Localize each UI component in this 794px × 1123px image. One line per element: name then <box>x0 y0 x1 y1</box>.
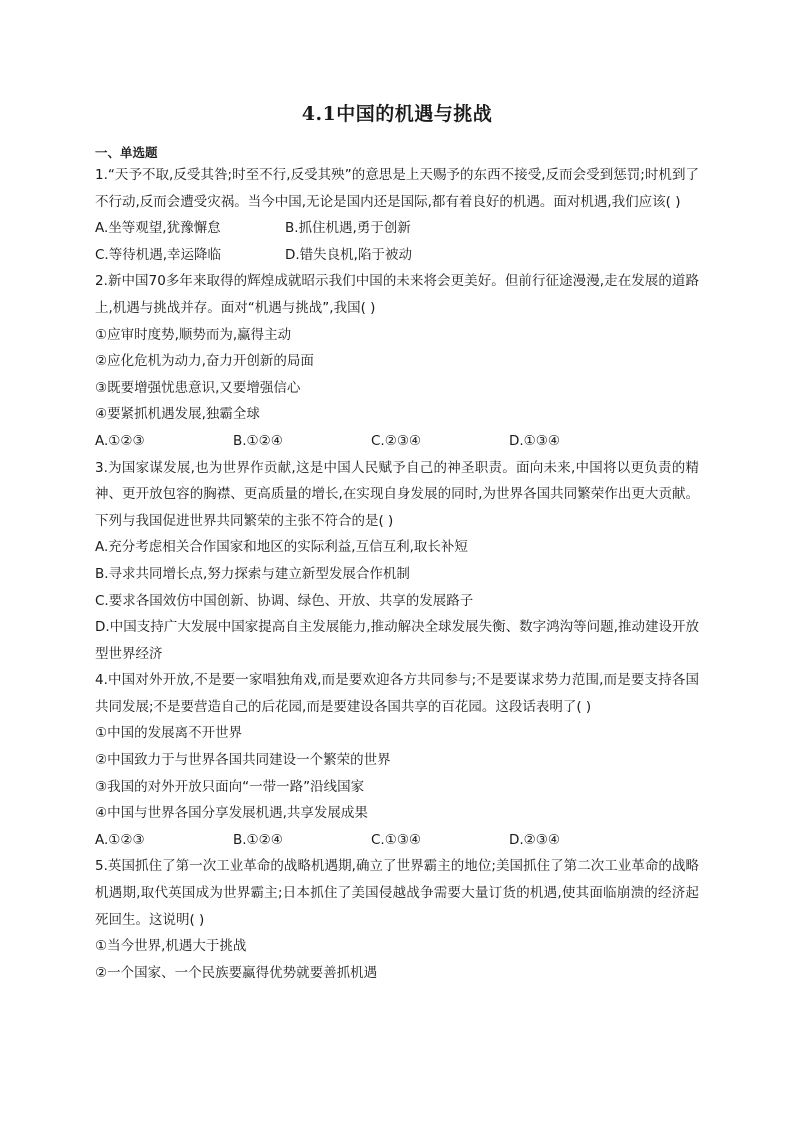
statement-1: ①当今世界,机遇大于挑战 <box>95 938 247 955</box>
statement-3: ③既要增强忧患意识,又要增强信心 <box>95 379 301 396</box>
option-row <box>95 827 699 854</box>
option-a: A.充分考虑相关合作国家和地区的实际利益,互信互利,取长补短 <box>95 539 468 556</box>
option-d: D.中国支持广大发展中国家提高自主发展能力,推动解决全球发展失衡、数字鸿沟等问题,推动建设开放型世界经济 <box>95 619 699 662</box>
option-a: A.①②③ <box>95 432 145 449</box>
document-title: 4.1中国的机遇与挑战 <box>301 103 493 125</box>
option-c: C.①③④ <box>371 831 422 848</box>
question-stem: 5.英国抓住了第一次工业革命的战略机遇期,确立了世界霸主的地位;美国抓住了第二次工业革命的战略机遇期,取代英国成为世界霸主;日本抓住了美国侵越战争需要大量订货的机遇,使其面临崩溃的经济起死回生。这说明( ) <box>95 858 699 928</box>
question-stem: 2.新中国70多年来取得的辉煌成就昭示我们中国的未来将会更美好。但前行征途漫漫,走在发展的道路上,机遇与挑战并存。面对“机遇与挑战”,我国( ) <box>95 273 699 316</box>
question-3 <box>95 455 699 668</box>
option-row <box>95 428 699 455</box>
question-stem: 3.为国家谋发展,也为世界作贡献,这是中国人民赋予自己的神圣职责。面向未来,中国将以更负责的精神、更开放包容的胸襟、更高质量的增长,在实现自身发展的同时,为世界各国共同繁荣作出更大贡献。下列与我国促进世界共同繁荣的主张不符合的是( ) <box>95 459 699 529</box>
question-2 <box>95 268 699 454</box>
question-5 <box>95 853 699 986</box>
option-row <box>95 215 699 242</box>
document-body <box>95 146 699 986</box>
statement-3: ③我国的对外开放只面向“一带一路”沿线国家 <box>95 778 365 795</box>
statement-2: ②中国致力于与世界各国共同建设一个繁荣的世界 <box>95 752 391 769</box>
question-1 <box>95 162 699 268</box>
option-b: B.①②④ <box>233 831 283 848</box>
question-stem: 4.中国对外开放,不是要一家唱独角戏,而是要欢迎各方共同参与;不是要谋求势力范围,而是要支持各国共同发展;不是要营造自己的后花园,而是要建设各国共享的百花园。这段话表明了( ) <box>95 672 699 715</box>
statement-1: ①中国的发展离不开世界 <box>95 725 243 742</box>
option-c: C.要求各国效仿中国创新、协调、绿色、开放、共享的发展路子 <box>95 592 474 609</box>
statement-4: ④要紧抓机遇发展,独霸全球 <box>95 406 260 423</box>
section-heading: 一、单选题 <box>95 145 158 160</box>
question-stem: 1.“天予不取,反受其咎;时至不行,反受其殃”的意思是上天赐予的东西不接受,反而会受到惩罚;时机到了不行动,反而会遭受灾祸。当今中国,无论是国内还是国际,都有着良好的机遇。面对机遇,我们应该( ) <box>95 167 699 210</box>
option-a: A.①②③ <box>95 831 145 848</box>
option-row <box>95 242 699 269</box>
statement-2: ②一个国家、一个民族要赢得优势就要善抓机遇 <box>95 964 378 981</box>
option-a: A.坐等观望,犹豫懈怠 <box>95 220 221 237</box>
option-d: D.错失良机,陷于被动 <box>285 246 412 263</box>
statement-4: ④中国与世界各国分享发展机遇,共享发展成果 <box>95 805 368 822</box>
statement-1: ①应审时度势,顺势而为,赢得主动 <box>95 326 292 343</box>
question-4 <box>95 667 699 853</box>
option-b: B.抓住机遇,勇于创新 <box>285 220 411 237</box>
option-d: D.②③④ <box>509 831 560 848</box>
option-c: C.②③④ <box>371 432 422 449</box>
option-b: B.寻求共同增长点,努力探索与建立新型发展合作机制 <box>95 565 410 582</box>
option-d: D.①③④ <box>509 432 560 449</box>
option-b: B.①②④ <box>233 432 283 449</box>
option-c: C.等待机遇,幸运降临 <box>95 246 222 263</box>
statement-2: ②应化危机为动力,奋力开创新的局面 <box>95 353 314 370</box>
